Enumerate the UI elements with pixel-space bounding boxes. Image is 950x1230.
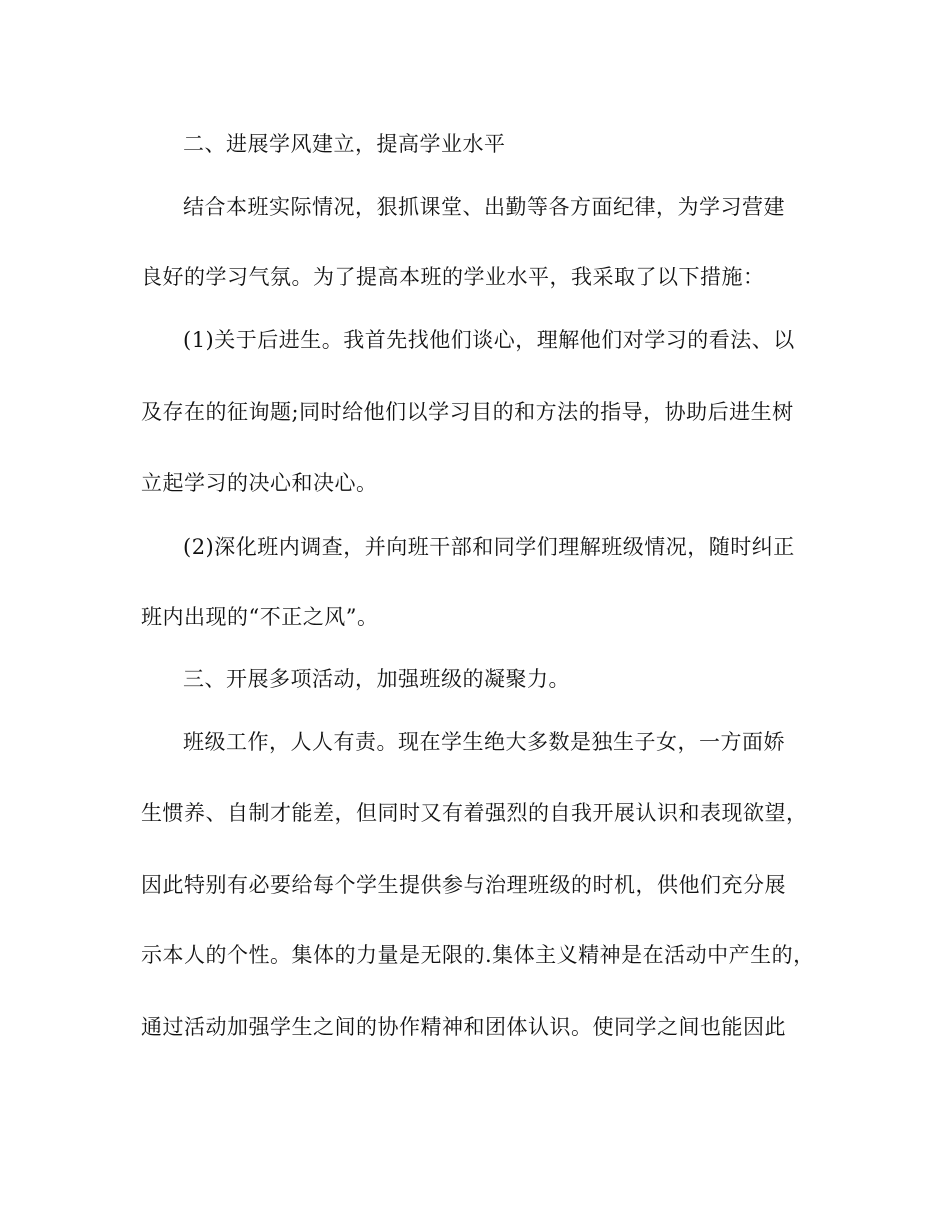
paragraph-line: 生惯养、自制才能差，但同时又有着强烈的自我开展认识和表现欲望， bbox=[141, 801, 808, 825]
paragraph-line: 良好的学习气氛。为了提高本班的学业水平，我采取了以下措施： bbox=[141, 265, 765, 289]
paragraph-line: 班内出现的“不正之风”。 bbox=[141, 605, 379, 629]
paragraph-line: 立起学习的决心和决心。 bbox=[141, 471, 378, 495]
paragraph-line: 因此特别有必要给每个学生提供参与治理班级的时机，供他们充分展 bbox=[141, 873, 786, 897]
paragraph-line: 通过活动加强学生之间的协作精神和团体认识。使同学之间也能因此 bbox=[141, 1015, 786, 1039]
paragraph-line: 结合本班实际情况，狠抓课堂、出勤等各方面纪律，为学习营建 bbox=[183, 195, 785, 219]
paragraph-line: 示本人的个性。集体的力量是无限的.集体主义精神是在活动中产生的， bbox=[141, 943, 815, 967]
paragraph-line: (2)深化班内调查，并向班干部和同学们理解班级情况，随时纠正 bbox=[183, 535, 795, 559]
paragraph-line: 班级工作，人人有责。现在学生绝大多数是独生子女，一方面娇 bbox=[183, 730, 785, 754]
section-heading-2: 二、进展学风建立，提高学业水平 bbox=[183, 132, 506, 156]
paragraph-line: (1)关于后进生。我首先找他们谈心，理解他们对学习的看法、以 bbox=[183, 328, 795, 352]
paragraph-line: 及存在的征询题;同时给他们以学习目的和方法的指导，协助后进生树 bbox=[141, 400, 794, 424]
section-heading-3: 三、开展多项活动，加强班级的凝聚力。 bbox=[183, 667, 570, 691]
